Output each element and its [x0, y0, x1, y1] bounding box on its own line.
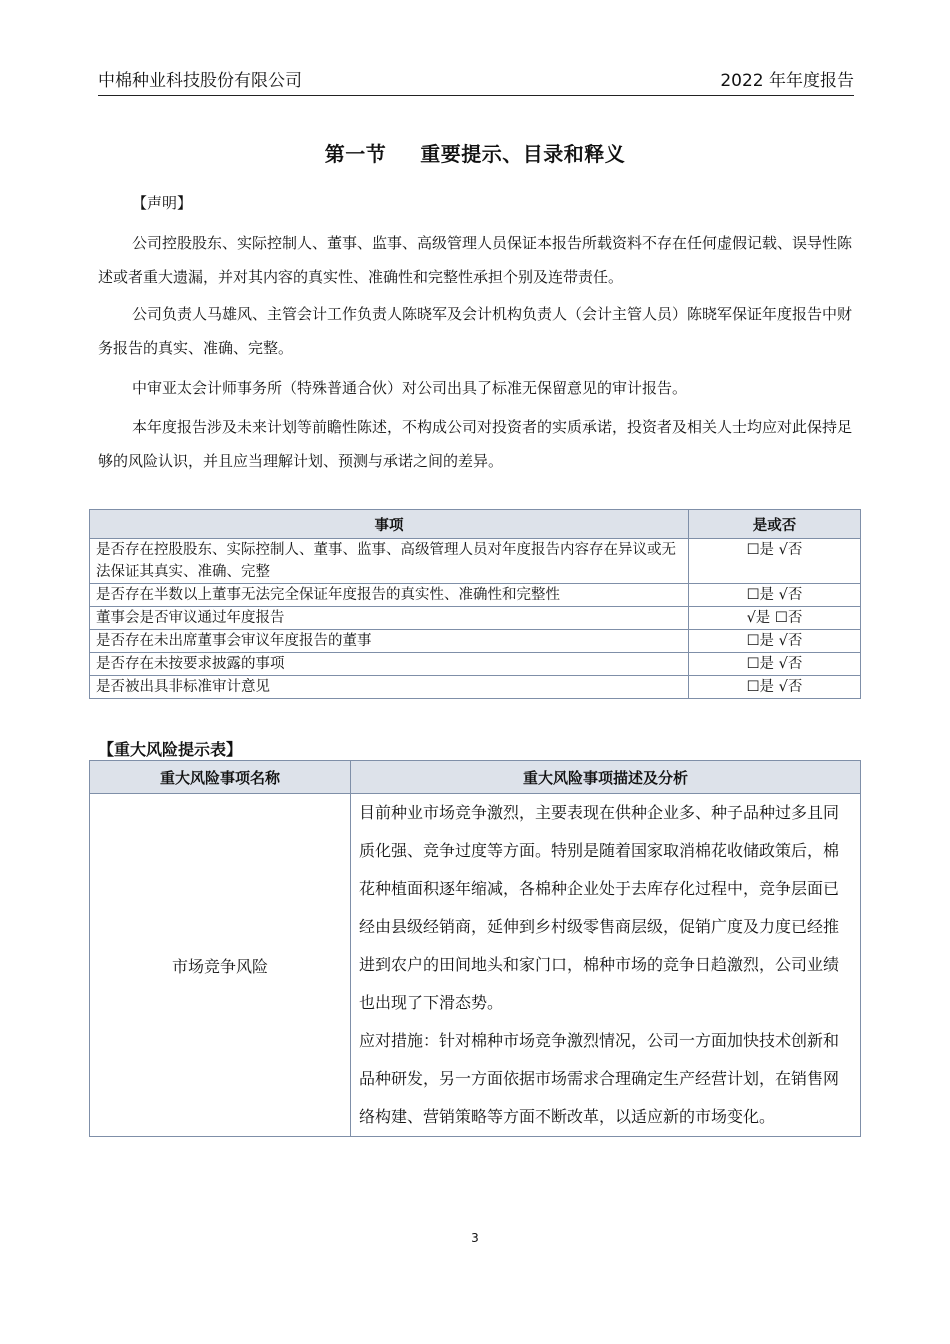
matter-item: 是否被出具非标准审计意见 — [90, 676, 689, 699]
statement-paragraph: 本年度报告涉及未来计划等前瞻性陈述，不构成公司对投资者的实质承诺，投资者及相关人士均应对此保持足够的风险认识，并且应当理解计划、预测与承诺之间的差异。 — [98, 418, 853, 470]
statement-label: 【声明】 — [132, 194, 193, 212]
matter-answer: ☐是 √否 — [689, 539, 861, 584]
section-title — [0, 138, 950, 167]
matter-answer: ☐是 √否 — [689, 653, 861, 676]
page-header — [98, 66, 854, 96]
matter-item: 董事会是否审议通过年度报告 — [90, 607, 689, 630]
matters-table — [89, 509, 861, 699]
risk-description-cell — [351, 794, 861, 1137]
statement-paragraph: 公司控股股东、实际控制人、董事、监事、高级管理人员保证本报告所载资料不存在任何虚假记载、误导性陈述或者重大遗漏，并对其内容的真实性、准确性和完整性承担个别及连带责任。 — [98, 234, 853, 286]
statement-paragraph: 中审亚太会计师事务所（特殊普通合伙）对公司出具了标准无保留意见的审计报告。 — [132, 379, 688, 397]
section-number: 第一节 — [324, 142, 387, 166]
matters-header-answer: 是或否 — [689, 510, 861, 539]
company-name: 中棉种业科技股份有限公司 — [98, 71, 302, 91]
matter-item: 是否存在未按要求披露的事项 — [90, 653, 689, 676]
risk-measures: 应对措施：针对棉种市场竞争激烈情况，公司一方面加快技术创新和品种研发，另一方面依据市场需求合理确定生产经营计划，在销售网络构建、营销策略等方面不断改革，以适应新的市场变化。 — [359, 1031, 840, 1126]
matters-header-item: 事项 — [90, 510, 689, 539]
risk-table — [89, 760, 861, 1137]
matter-answer: √是 ☐否 — [689, 607, 861, 630]
statement-paragraph: 公司负责人马雄风、主管会计工作负责人陈晓军及会计机构负责人（会计主管人员）陈晓军保证年度报告中财务报告的真实、准确、完整。 — [98, 305, 853, 357]
matter-item: 是否存在未出席董事会审议年度报告的董事 — [90, 630, 689, 653]
section-name: 重要提示、目录和释义 — [420, 142, 626, 166]
table-row — [90, 676, 861, 699]
table-row — [90, 794, 861, 1137]
matter-item: 是否存在半数以上董事无法完全保证年度报告的真实性、准确性和完整性 — [90, 584, 689, 607]
risk-name: 市场竞争风险 — [90, 794, 351, 1137]
risk-description: 目前种业市场竞争激烈，主要表现在供种企业多、种子品种过多且同质化强、竞争过度等方面。特别是随着国家取消棉花收储政策后，棉花种植面积逐年缩减，各棉种企业处于去库存化过程中，竞争层面已经由县级经销商，延伸到乡村级零售商层级，促销广度及力度已经推进到农户的田间地头和家门口，棉种市场的竞争日趋激烈，公司业绩也出现了下滑态势。 — [359, 803, 840, 1012]
table-row — [90, 630, 861, 653]
matter-answer: ☐是 √否 — [689, 584, 861, 607]
table-row — [90, 607, 861, 630]
risk-table-title: 【重大风险提示表】 — [98, 740, 243, 759]
matter-item: 是否存在控股股东、实际控制人、董事、监事、高级管理人员对年度报告内容存在异议或无法保证其真实、准确、完整 — [90, 539, 689, 584]
report-title: 2022 年年度报告 — [720, 71, 854, 91]
matter-answer: ☐是 √否 — [689, 676, 861, 699]
table-row — [90, 539, 861, 584]
table-row — [90, 653, 861, 676]
risk-header-description: 重大风险事项描述及分析 — [351, 761, 861, 794]
matter-answer: ☐是 √否 — [689, 630, 861, 653]
page-number: 3 — [471, 1231, 479, 1245]
risk-header-name: 重大风险事项名称 — [90, 761, 351, 794]
table-row — [90, 584, 861, 607]
table-header-row — [90, 510, 861, 539]
table-header-row — [90, 761, 861, 794]
